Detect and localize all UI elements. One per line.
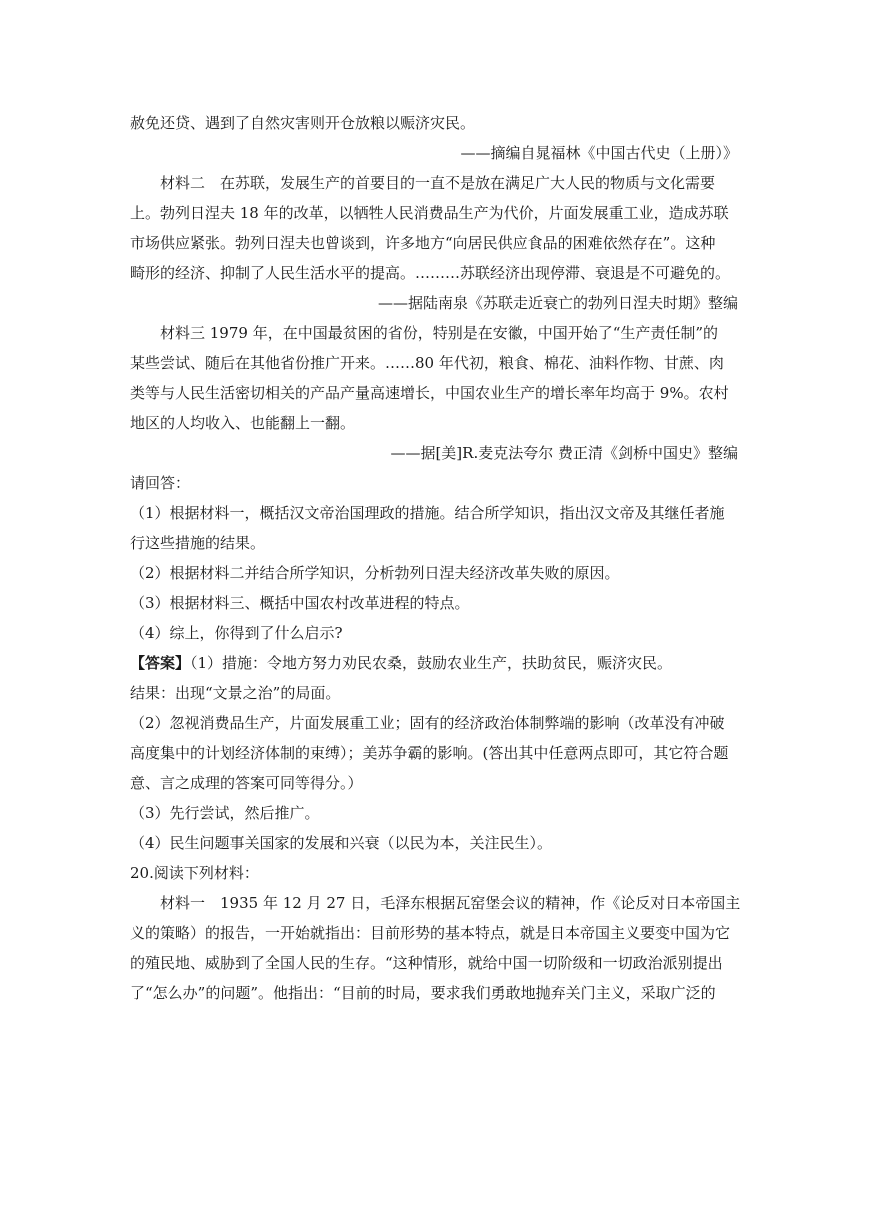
answer-line [130, 648, 738, 678]
question-item: （1）根据材料一，概括汉文帝治国理政的措施。结合所学知识，指出汉文帝及其继任者施 [130, 504, 725, 522]
text-line: 类等与人民生活密切相关的产品产量高速增长，中国农业生产的增长率年均高于 9%。农村 [130, 384, 729, 402]
source-citation: ——据[美]R.麦克法夸尔 费正清《剑桥中国史》整编 [390, 444, 738, 462]
text-line: 市场供应紧张。勃列日涅夫也曾谈到，许多地方“向居民供应食品的困难依然存在”。这种 [130, 234, 716, 252]
text-line: 义的策略）的报告，一开始就指出：目前形势的基本特点，就是日本帝国主义要变中国为它 [130, 924, 731, 942]
answer-line: 结果：出现“文景之治”的局面。 [130, 684, 341, 702]
material-paragraph: 材料一 1935 年 12 月 27 日，毛泽东根据瓦窑堡会议的精神，作《论反对日本帝国主 [160, 894, 741, 912]
question-item: （3）根据材料三、概括中国农村改革进程的特点。 [130, 594, 470, 612]
question-item: （4）综上，你得到了什么启示? [130, 624, 343, 642]
answer-line: （2）忽视消费品生产，片面发展重工业；固有的经济政治体制弊端的影响（改革没有冲破 [130, 714, 725, 732]
text-line: 上。勃列日涅夫 18 年的改革，以牺牲人民消费品生产为代价，片面发展重工业，造成苏联 [130, 204, 729, 222]
text-line: 行这些措施的结果。 [130, 534, 266, 552]
source-citation: ——据陆南泉《苏联走近衰亡的勃列日涅夫时期》整编 [377, 294, 738, 312]
question-item: （2）根据材料二并结合所学知识，分析勃列日涅夫经济改革失败的原因。 [130, 564, 620, 582]
text-line: 某些尝试、随后在其他省份推广开来。……80 年代初，粮食、棉花、油料作物、甘蔗、肉 [130, 354, 724, 372]
text-line: 了“怎么办”的问题”。他指出：“目前的时局，要求我们勇敢地抛弃关门主义，采取广泛的 [130, 984, 716, 1002]
material-paragraph: 材料三 1979 年，在中国最贫困的省份，特别是在安徽，中国开始了“生产责任制”的 [160, 324, 719, 342]
text-line: 地区的人均收入、也能翻上一翻。 [130, 414, 356, 432]
question-prompt: 请回答： [130, 474, 191, 492]
text-line: 意、言之成理的答案可同等得分。） [130, 774, 363, 792]
question-heading: 20.阅读下列材料： [130, 864, 259, 882]
document-page [130, 108, 741, 1008]
text-line: 的殖民地、威胁到了全国人民的生存。“这种情形，就给中国一切阶级和一切政治派别提出 [130, 954, 723, 972]
text-line: 赦免还贷、遇到了自然灾害则开仓放粮以赈济灾民。 [130, 114, 476, 132]
text-line: 畸形的经济、抑制了人民生活水平的提高。………苏联经济出现停滞、衰退是不可避免的。 [130, 264, 731, 282]
answer-line: （3）先行尝试，然后推广。 [130, 804, 320, 822]
answer-line: （4）民生问题事关国家的发展和兴衰（以民为本，关注民生）。 [130, 834, 553, 852]
text-line: 高度集中的计划经济体制的束缚）；美苏争霸的影响。(答出其中任意两点即可，其它符合题 [130, 744, 729, 762]
answer-label: 【答案】 [130, 654, 191, 672]
answer-text: （1）措施：令地方努力劝民农桑，鼓励农业生产，扶助贫民，赈济灾民。 [190, 654, 673, 672]
material-paragraph: 材料二 在苏联，发展生产的首要目的一直不是放在满足广大人民的物质与文化需要 [160, 174, 716, 192]
source-citation: ——摘编自晁福林《中国古代史（上册）》 [460, 144, 738, 162]
